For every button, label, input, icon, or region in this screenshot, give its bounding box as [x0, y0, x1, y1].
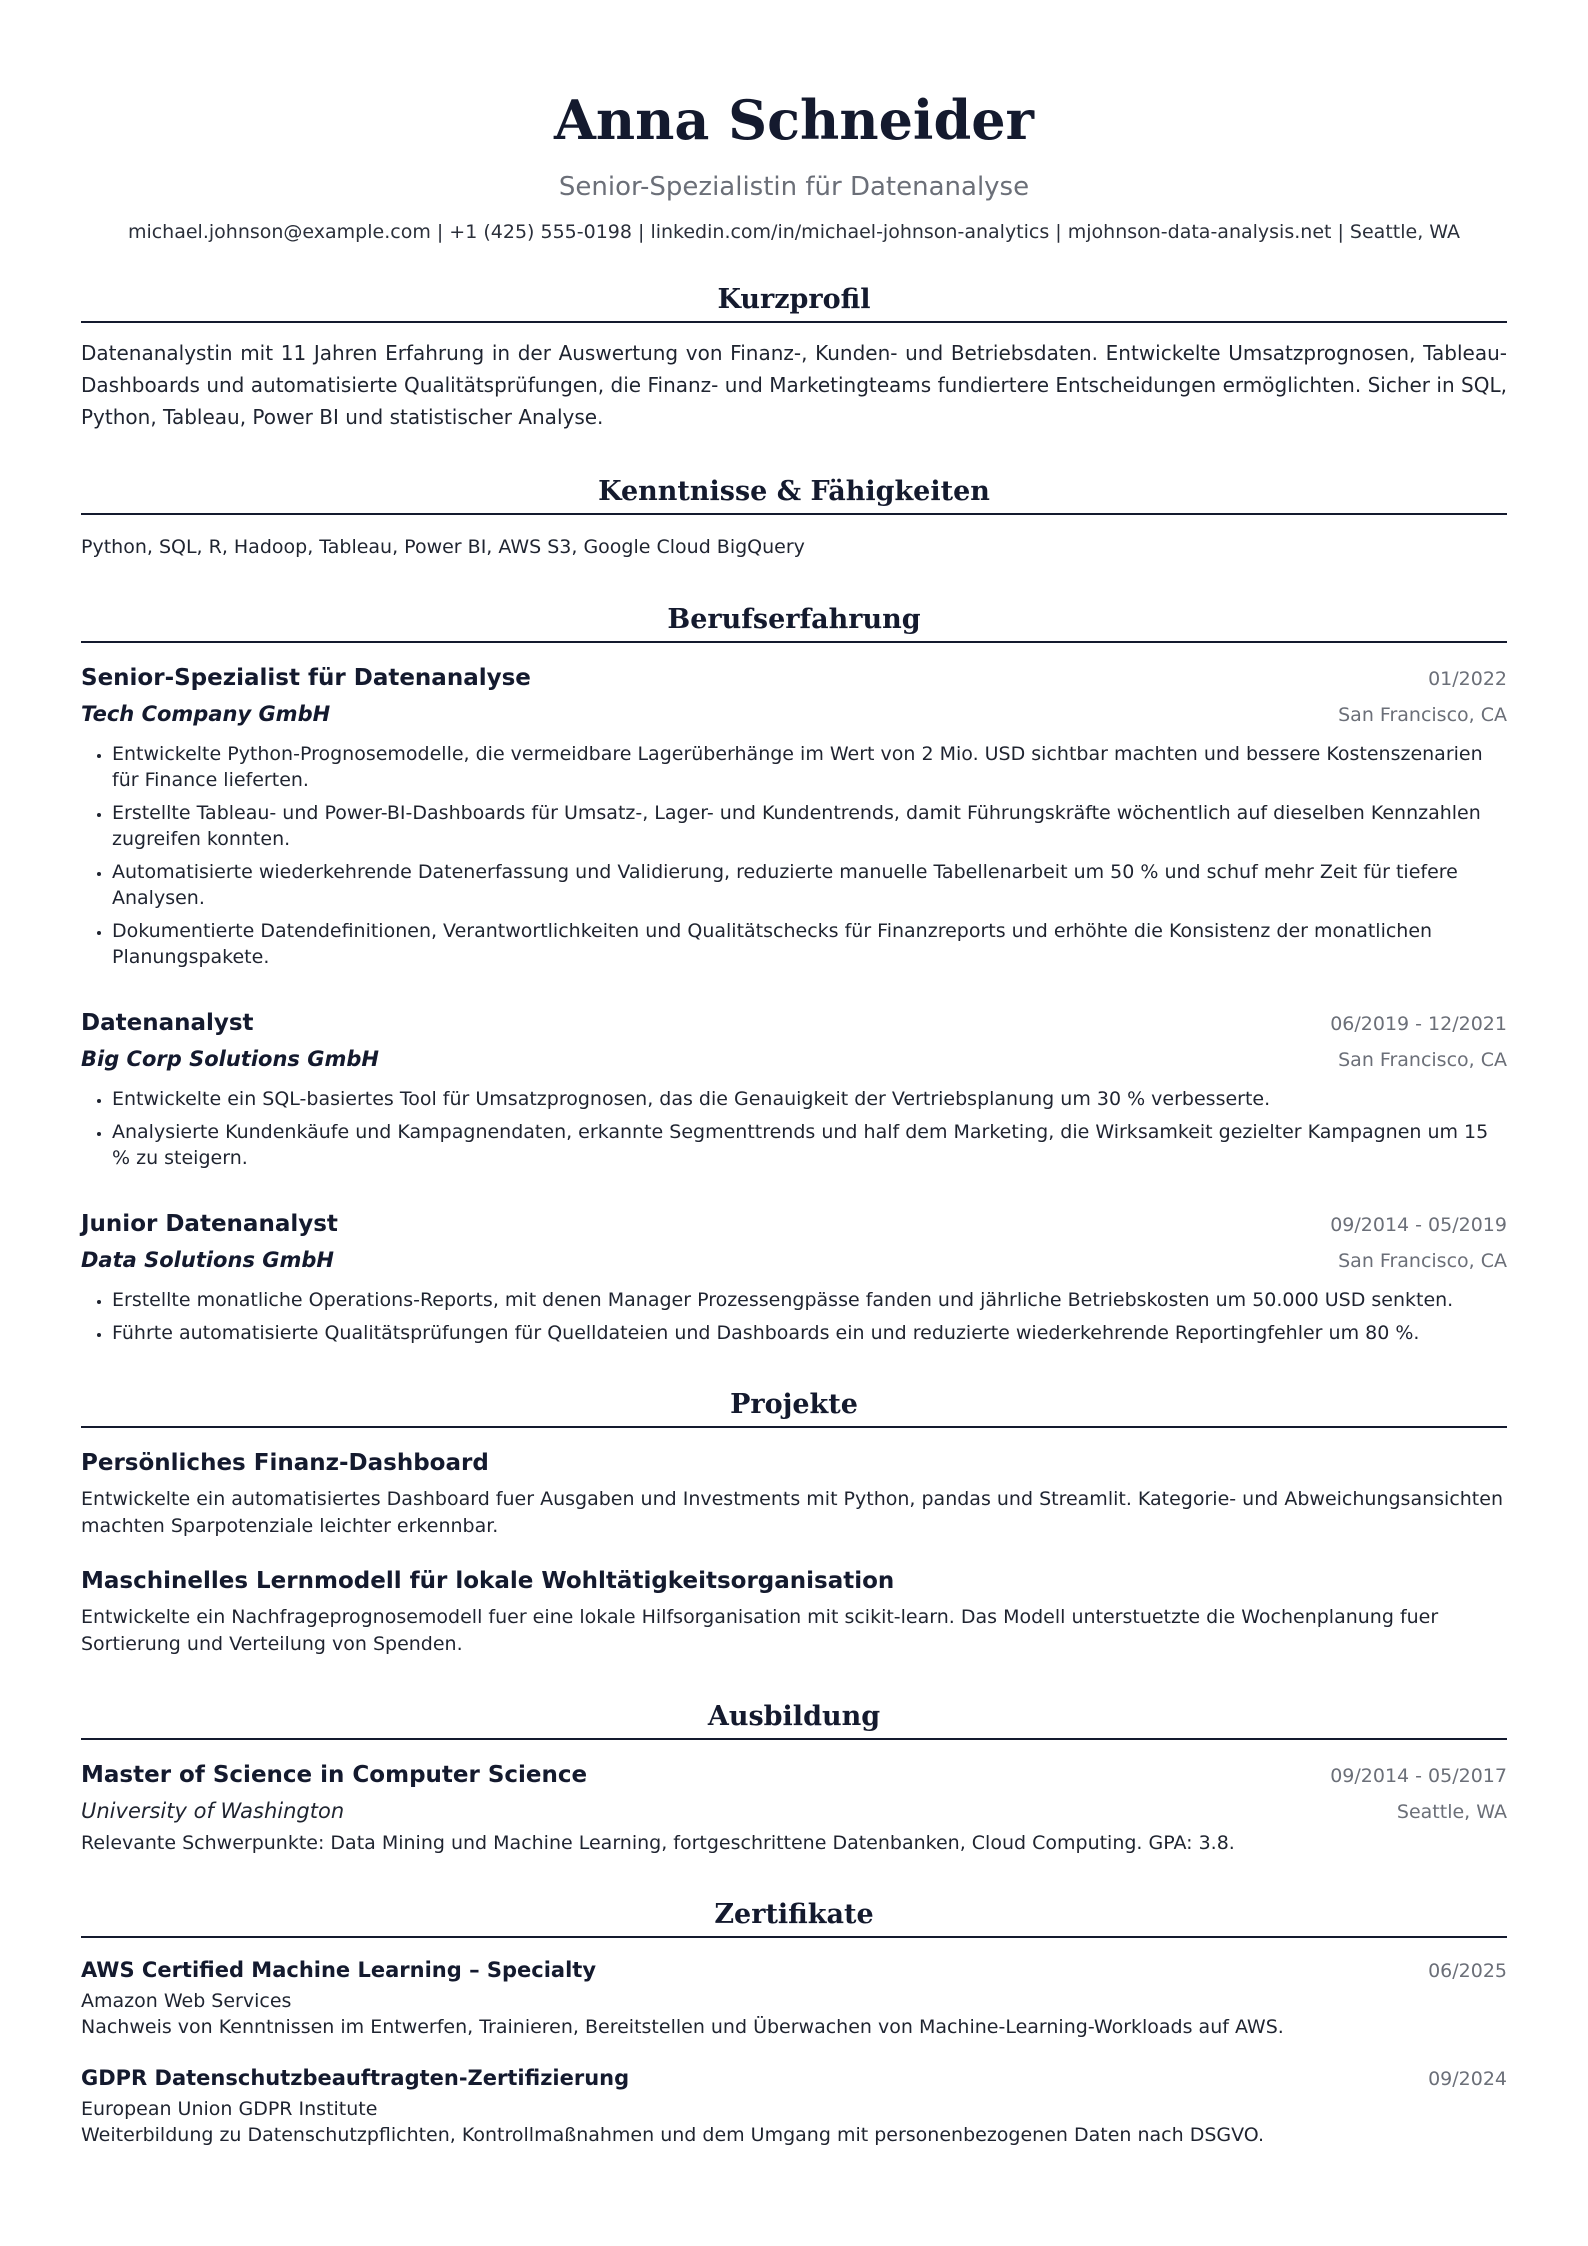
certificate-entry [81, 2062, 1507, 2148]
job-bullet: • Analysierte Kundenkäufe und Kampagnendaten, erkannte Segmenttrends und half dem Marketing, die Wirksamkeit gezielter Kampagnen um 15 % zu steigern. [112, 1119, 1507, 1171]
job-company: Big Corp Solutions GmbH [81, 1047, 379, 1071]
section-title-education: Ausbildung [81, 1698, 1507, 1740]
job-company: Tech Company GmbH [81, 702, 331, 726]
job-date: 01/2022 [1428, 668, 1507, 690]
candidate-title: Senior-Spezialistin für Datenanalyse [558, 172, 1030, 202]
skills-section [81, 473, 1507, 561]
certificate-desc: Weiterbildung zu Datenschutzpflichten, Kontrollmaßnahmen und dem Umgang mit personenbezogenen Daten nach DSGVO. [81, 2124, 1265, 2146]
certificate-issuer: Amazon Web Services [81, 1990, 292, 2012]
education-degree: Master of Science in Computer Science [81, 1762, 588, 1788]
summary-text: Datenanalystin mit 11 Jahren Erfahrung in der Auswertung von Finanz-, Kunden- und Betriebsdaten. Entwickelte Umsatzprognosen, Tableau-Dashboards und automatisierte Qualitätsprüfungen, die Finanz- und Marketingteams fundiertere Entscheidungen ermöglichten. Sicher in SQL, Python, Tableau, Power BI und statistischer Analyse. [81, 341, 1507, 429]
job-location: San Francisco, CA [1338, 1049, 1507, 1071]
experience-section [81, 601, 1507, 1346]
job-entry [81, 1006, 1507, 1171]
summary-section [81, 281, 1507, 433]
job-bullet: • Erstellte Tableau- und Power-BI-Dashboards für Umsatz-, Lager- und Kundentrends, damit Führungskräfte wöchentlich auf dieselben Kennzahlen zugreifen konnten. [112, 800, 1507, 852]
job-bullet: • Erstellte monatliche Operations-Reports, mit denen Manager Prozessengpässe fanden und jährliche Betriebskosten um 50.000 USD senkten. [112, 1287, 1507, 1313]
certificate-issuer: European Union GDPR Institute [81, 2098, 378, 2120]
section-title-summary: Kurzprofil [81, 281, 1507, 323]
job-bullet: • Entwickelte ein SQL-basiertes Tool für Umsatzprognosen, das die Genauigkeit der Vertriebsplanung um 30 % verbesserte. [112, 1086, 1507, 1112]
certificate-date: 06/2025 [1428, 1960, 1507, 1982]
section-title-experience: Berufserfahrung [81, 601, 1507, 643]
certificate-entry [81, 1954, 1507, 2040]
project-entry [81, 1446, 1507, 1540]
certificate-title: GDPR Datenschutzbeauftragten-Zertifizierung [81, 2066, 630, 2090]
job-location: San Francisco, CA [1338, 704, 1507, 726]
job-bullet: • Entwickelte Python-Prognosemodelle, die vermeidbare Lagerüberhänge im Wert von 2 Mio. USD sichtbar machten und bessere Kostenszenarien für Finance lieferten. [112, 741, 1507, 793]
job-bullet: • Automatisierte wiederkehrende Datenerfassung und Validierung, reduzierte manuelle Tabellenarbeit um 50 % und schuf mehr Zeit für tiefere Analysen. [112, 859, 1507, 911]
certificate-date: 09/2024 [1428, 2068, 1507, 2090]
education-entry [81, 1758, 1507, 1856]
job-role: Junior Datenanalyst [81, 1211, 338, 1237]
project-entry [81, 1564, 1507, 1658]
job-bullets [81, 1287, 1507, 1346]
certificate-desc: Nachweis von Kenntnissen im Entwerfen, Trainieren, Bereitstellen und Überwachen von Machine-Learning-Workloads auf AWS. [81, 2016, 1284, 2038]
project-title: Persönliches Finanz-Dashboard [81, 1450, 489, 1476]
job-role: Datenanalyst [81, 1010, 254, 1036]
job-entry [81, 1207, 1507, 1346]
job-location: San Francisco, CA [1338, 1250, 1507, 1272]
education-school: University of Washington [81, 1799, 345, 1823]
certificate-title: AWS Certified Machine Learning – Specialty [81, 1958, 597, 1982]
section-title-certificates: Zertifikate [81, 1896, 1507, 1938]
candidate-name: Anna Schneider [553, 88, 1035, 152]
project-desc: Entwickelte ein automatisiertes Dashboard fuer Ausgaben und Investments mit Python, pandas und Streamlit. Kategorie- und Abweichungsansichten machten Sparpotenziale leichter erkennbar. [81, 1488, 1503, 1537]
job-bullets [81, 741, 1507, 970]
education-date: 09/2014 - 05/2017 [1330, 1765, 1507, 1787]
section-title-skills: Kenntnisse & Fähigkeiten [81, 473, 1507, 515]
contact-line: michael.johnson@example.com | +1 (425) 555-0198 | linkedin.com/in/michael-johnson-analytics | mjohnson-data-analysis.net | Seattle, WA [127, 221, 1461, 243]
job-company: Data Solutions GmbH [81, 1248, 334, 1272]
job-entry [81, 661, 1507, 970]
education-location: Seattle, WA [1396, 1801, 1507, 1823]
job-bullet: • Führte automatisierte Qualitätsprüfungen für Quelldateien und Dashboards ein und reduzierte wiederkehrende Reportingfehler um 80 %. [112, 1320, 1507, 1346]
job-bullets [81, 1086, 1507, 1171]
job-date: 06/2019 - 12/2021 [1330, 1013, 1507, 1035]
section-title-projects: Projekte [81, 1386, 1507, 1428]
job-date: 09/2014 - 05/2019 [1330, 1214, 1507, 1236]
job-bullet: • Dokumentierte Datendefinitionen, Verantwortlichkeiten und Qualitätschecks für Finanzreports und erhöhte die Konsistenz der monatlichen Planungspakete. [112, 918, 1507, 970]
projects-section [81, 1386, 1507, 1658]
project-desc: Entwickelte ein Nachfrageprognosemodell fuer eine lokale Hilfsorganisation mit scikit-learn. Das Modell unterstuetzte die Wochenplanung fuer Sortierung und Verteilung von Spenden. [81, 1606, 1439, 1655]
education-section [81, 1698, 1507, 1856]
job-role: Senior-Spezialist für Datenanalyse [81, 665, 531, 691]
certificates-section [81, 1896, 1507, 2148]
project-title: Maschinelles Lernmodell für lokale Wohltätigkeitsorganisation [81, 1568, 895, 1594]
education-detail: Relevante Schwerpunkte: Data Mining und Machine Learning, fortgeschrittene Datenbanken, Cloud Computing. GPA: 3.8. [81, 1832, 1235, 1854]
skills-text: Python, SQL, R, Hadoop, Tableau, Power BI, AWS S3, Google Cloud BigQuery [81, 536, 805, 558]
